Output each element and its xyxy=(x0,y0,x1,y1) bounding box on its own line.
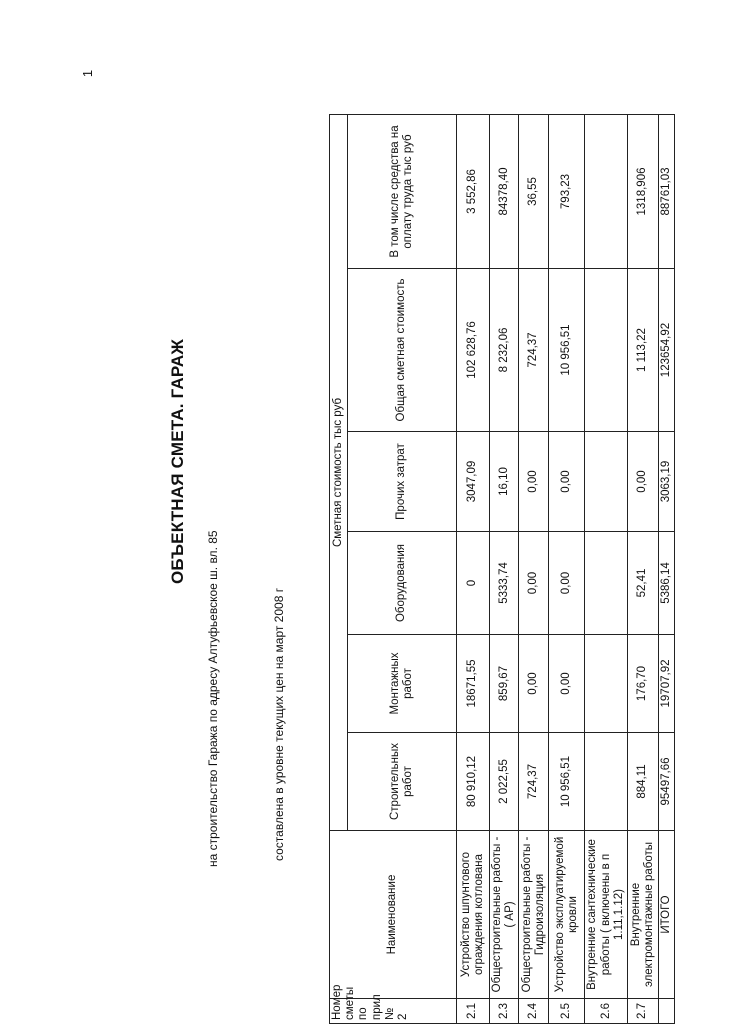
cell-installation: 176,70 xyxy=(628,635,659,733)
cell-labor: 793,23 xyxy=(549,115,585,269)
table-row xyxy=(628,115,659,1024)
cell-labor: 3 552,86 xyxy=(457,115,490,269)
cell-labor: 36,55 xyxy=(519,115,549,269)
cell-other: 0,00 xyxy=(549,432,585,532)
cell-total xyxy=(585,269,628,432)
cell-name: Устройство шпунтового ограждения котлована xyxy=(457,831,490,999)
page-number: 1 xyxy=(80,69,96,78)
cell-number: 2.7 xyxy=(628,999,659,1024)
cell-name: ИТОГО xyxy=(659,831,675,999)
header-labor: В том числе средства на оплату труда тыс руб xyxy=(348,115,457,269)
header-name: Наименование xyxy=(330,831,457,999)
cell-name: Внутренние электромонтажные работы xyxy=(628,831,659,999)
cell-total: 8 232,06 xyxy=(490,269,519,432)
estimate-sheet xyxy=(168,84,673,1024)
document-title: ОБЪЕКТНАЯ СМЕТА. ГАРАЖ xyxy=(168,339,187,584)
cell-total: 102 628,76 xyxy=(457,269,490,432)
document-subtitle: на строительство Гаража по адресу Алтуфьевское ш. вл. 85 xyxy=(206,530,220,867)
cell-installation xyxy=(585,635,628,733)
header-number: Номер сметы по прил № 2 xyxy=(330,999,457,1024)
cell-construction: 80 910,12 xyxy=(457,733,490,831)
cell-number: 2.6 xyxy=(585,999,628,1024)
cell-equipment: 0,00 xyxy=(549,532,585,635)
cell-other: 0,00 xyxy=(519,432,549,532)
cell-construction: 724,37 xyxy=(519,733,549,831)
header-equipment: Оборудования xyxy=(348,532,457,635)
cell-construction xyxy=(585,733,628,831)
price-level-note: составлена в уровне текущих цен на март 2008 г xyxy=(272,587,286,861)
cell-equipment: 52,41 xyxy=(628,532,659,635)
cell-name: Общестроительные работы - ( АР) xyxy=(490,831,519,999)
cell-labor: 1318,906 xyxy=(628,115,659,269)
cell-number: 2.1 xyxy=(457,999,490,1024)
cell-construction: 95497,66 xyxy=(659,733,675,831)
cell-other: 3047,09 xyxy=(457,432,490,532)
cell-construction: 884,11 xyxy=(628,733,659,831)
header-installation: Монтажных работ xyxy=(348,635,457,733)
cell-equipment: 0 xyxy=(457,532,490,635)
cell-total: 123654,92 xyxy=(659,269,675,432)
table-row xyxy=(585,115,628,1024)
cell-labor xyxy=(585,115,628,269)
cell-installation: 18671,55 xyxy=(457,635,490,733)
cell-construction: 10 956,51 xyxy=(549,733,585,831)
cell-labor: 84378,40 xyxy=(490,115,519,269)
cell-name: Общестроительные работы - Гидроизоляция xyxy=(519,831,549,999)
estimate-table xyxy=(329,114,675,1024)
cell-number: 2.5 xyxy=(549,999,585,1024)
cell-other: 3063,19 xyxy=(659,432,675,532)
cell-name: Внутренние сантехнические работы ( включены в п 1.11,1.12) xyxy=(585,831,628,999)
total-row xyxy=(659,115,675,1024)
header-total: Общая сметная стоимость xyxy=(348,269,457,432)
cell-total: 1 113,22 xyxy=(628,269,659,432)
table-row xyxy=(549,115,585,1024)
table-row xyxy=(519,115,549,1024)
cell-other: 16,10 xyxy=(490,432,519,532)
header-estimated-cost-group: Сметная стоимость тыс руб xyxy=(330,115,348,831)
cell-labor: 88761,03 xyxy=(659,115,675,269)
cell-installation: 859,67 xyxy=(490,635,519,733)
table-row xyxy=(457,115,490,1024)
cell-number xyxy=(659,999,675,1024)
cell-number: 2.4 xyxy=(519,999,549,1024)
header-other: Прочих затрат xyxy=(348,432,457,532)
cell-installation: 0,00 xyxy=(549,635,585,733)
cell-equipment: 5386,14 xyxy=(659,532,675,635)
cell-number: 2.3 xyxy=(490,999,519,1024)
cell-equipment: 5333,74 xyxy=(490,532,519,635)
cell-other: 0,00 xyxy=(628,432,659,532)
table-row xyxy=(490,115,519,1024)
cell-other xyxy=(585,432,628,532)
cell-installation: 0,00 xyxy=(519,635,549,733)
cell-total: 724,37 xyxy=(519,269,549,432)
cell-construction: 2 022,55 xyxy=(490,733,519,831)
cell-equipment: 0,00 xyxy=(519,532,549,635)
cell-total: 10 956,51 xyxy=(549,269,585,432)
cell-name: Устройство эксплуатируемой кровли xyxy=(549,831,585,999)
cell-installation: 19707,92 xyxy=(659,635,675,733)
cell-equipment xyxy=(585,532,628,635)
header-construction: Строительных работ xyxy=(348,733,457,831)
